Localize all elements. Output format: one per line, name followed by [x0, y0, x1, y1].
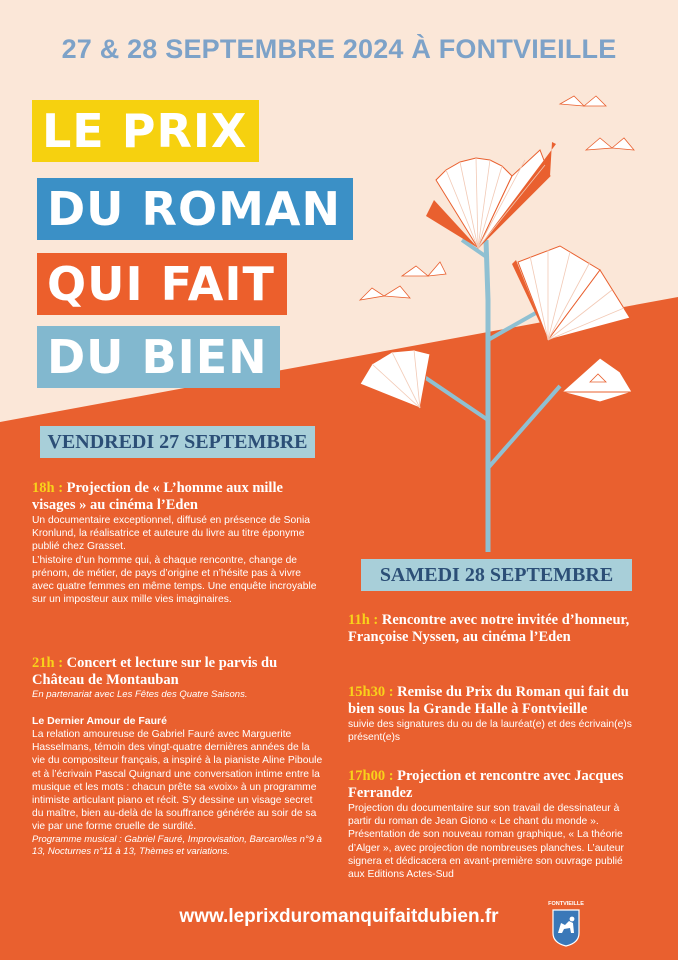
event-description: Projection du documentaire sur son travail de dessinateur à partir du roman de Jean Giono « Le chant du monde ». Présentation de son nouveau roman graphique, « La théorie d’Alger », avec projection de nombreuses planches. L’auteur signera et dédicacera en avant-première son ouvrage publié aux Editions Actes-Sud	[348, 803, 624, 881]
saturday-event-3	[348, 768, 640, 881]
friday-heading: VENDREDI 27 SEPTEMBRE	[40, 426, 315, 458]
event-date-heading: 27 & 28 SEPTEMBRE 2024 À FONTVIEILLE	[61, 34, 617, 64]
event-description: suivie des signatures du ou de la lauréat(e) et des écrivain(e)s présent(e)s	[348, 719, 632, 744]
event-time: 18h :	[32, 480, 64, 496]
event-program: Programme musical : Gabriel Fauré, Improvisation, Barcarolles n°9 à 13, Nocturnes n°11 à 13, Thèmes et variations.	[32, 833, 322, 857]
event-title-text: Projection de « L’homme aux mille visages » au cinéma l’Eden	[32, 480, 283, 513]
event-time: 21h :	[32, 655, 64, 671]
event-title-text: Projection et rencontre avec Jacques Ferrandez	[348, 768, 624, 801]
title-line-1: LE PRIX	[32, 100, 259, 162]
title-line-4: DU BIEN	[37, 326, 280, 388]
event-title-text: Remise du Prix du Roman qui fait du bien sous la Grande Halle à Fontvieille	[348, 684, 629, 717]
fontvieille-crest-icon	[552, 909, 580, 947]
saturday-event-2	[348, 684, 640, 744]
fontvieille-logo-label: FONTVIEILLE	[548, 901, 584, 907]
friday-event-2	[32, 655, 324, 858]
event-title	[32, 655, 324, 689]
saturday-heading: SAMEDI 28 SEPTEMBRE	[361, 559, 632, 591]
event-title-text: Concert et lecture sur le parvis du Château de Montauban	[32, 655, 278, 688]
event-description: L’histoire d’un homme qui, à chaque rencontre, change de prénom, de métier, de pays d’origine et n’hésite pas à vivre avec quatre femmes en même temps. Une enquête incroyable sur un imposteur aux mille vies imaginaires.	[32, 554, 317, 606]
friday-event-1	[32, 480, 322, 606]
event-partner: En partenariat avec Les Fêtes des Quatre Saisons.	[32, 689, 248, 700]
event-title	[348, 684, 640, 718]
event-title-text: Rencontre avec notre invitée d’honneur, Françoise Nyssen, au cinéma l’Eden	[348, 612, 630, 645]
title-line-2: DU ROMAN	[37, 178, 353, 240]
saturday-event-1	[348, 612, 636, 646]
event-title	[348, 612, 636, 646]
event-subtitle: Le Dernier Amour de Fauré	[32, 715, 167, 727]
event-time: 15h30 :	[348, 684, 394, 700]
event-description: La relation amoureuse de Gabriel Fauré avec Marguerite Hasselmans, témoin des vingt-quatre dernières années de la vie du compositeur français, a inspiré à la pianiste Aline Piboule et à l’écrivain Pascal Quignard une conversation intime entre la musique et les mots : chacun prête sa «voix» à un programme intimiste articulant piano et récit. S’y dessine un visage secret du maître, bien au-delà de la souffrance générée au soir de sa vie par une forme cruelle de surdité.	[32, 729, 323, 833]
event-title	[32, 480, 322, 514]
event-description: Un documentaire exceptionnel, diffusé en présence de Sonia Kronlund, la réalisatrice et auteure du livre au titre éponyme publié chez Grasset.	[32, 515, 311, 553]
event-time: 17h00 :	[348, 768, 394, 784]
event-time: 11h :	[348, 612, 379, 628]
event-title	[348, 768, 640, 802]
website-url[interactable]: www.leprixduromanquifaitdubien.fr	[179, 906, 499, 927]
title-line-3: QUI FAIT	[37, 253, 287, 315]
